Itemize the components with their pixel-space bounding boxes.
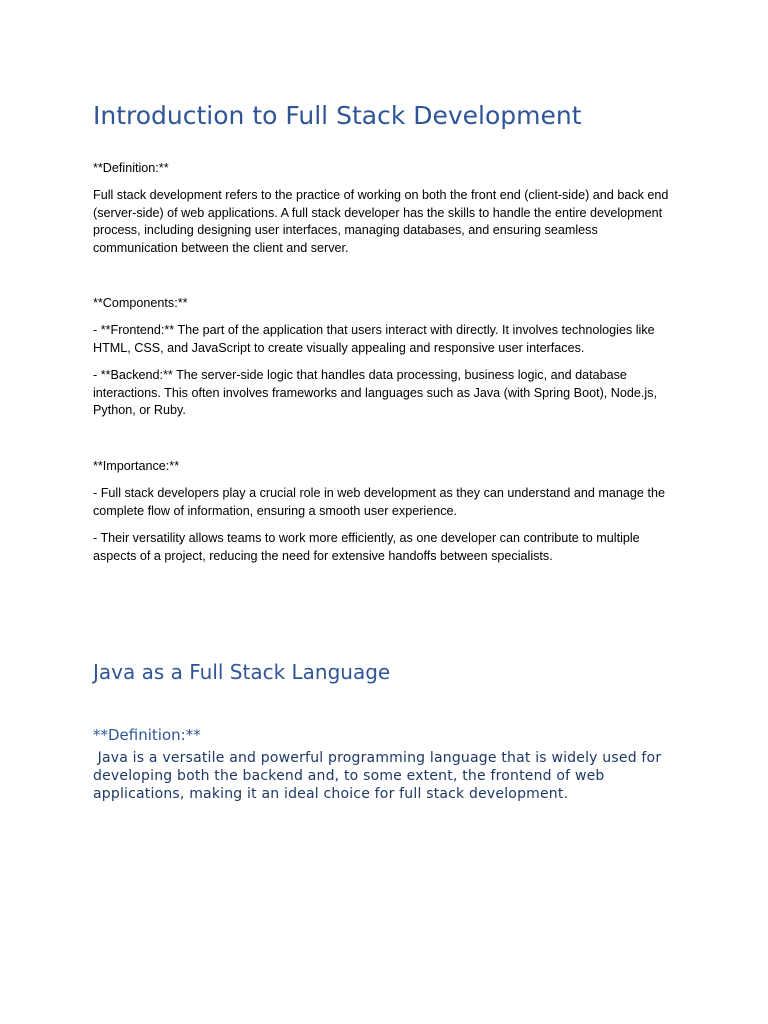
- importance-label: [93, 458, 673, 476]
- java-section-heading: Java as a Full Stack Language: [93, 660, 391, 684]
- list-item: - Their versatility allows teams to work more efficiently, as one developer can contribute to multiple aspects of a project, reducing the need for extensive handoffs between specialists.: [93, 531, 640, 563]
- definition-label: [93, 160, 673, 178]
- page-title: Introduction to Full Stack Development: [93, 101, 582, 130]
- importance-label-text: **Importance:**: [93, 459, 180, 473]
- definition-text: Full stack development refers to the practice of working on both the front end (client-side) and back end (server-side) of web applications. A full stack developer has the skills to handle the entire development process, including designing user interfaces, managing databases, and ensuring seamless communication between the client and server.: [93, 188, 669, 255]
- importance-item-role: [93, 485, 673, 520]
- definition-label-text: **Definition:**: [93, 161, 169, 175]
- components-item-frontend: [93, 322, 673, 357]
- definition-paragraph: [93, 187, 673, 257]
- java-definition-text: Java is a versatile and powerful programming language that is widely used for developing both the backend and, to some extent, the frontend of web applications, making it an ideal choice for full stack development.: [93, 750, 666, 802]
- components-label: [93, 295, 673, 313]
- components-item-backend: [93, 367, 673, 420]
- importance-item-versatility: [93, 530, 673, 565]
- list-item: - **Frontend:** The part of the application that users interact with directly. It involves technologies like HTML, CSS, and JavaScript to create visually appealing and responsive user interfaces.: [93, 323, 655, 355]
- java-definition-label: **Definition:**: [93, 726, 201, 744]
- components-label-text: **Components:**: [93, 296, 188, 310]
- list-item: - **Backend:** The server-side logic that handles data processing, business logic, and database interactions. This often involves frameworks and languages such as Java (with Spring Boot), Node.js, Python, or Ruby.: [93, 368, 657, 418]
- list-item: - Full stack developers play a crucial role in web development as they can understand and manage the complete flow of information, ensuring a smooth user experience.: [93, 486, 665, 518]
